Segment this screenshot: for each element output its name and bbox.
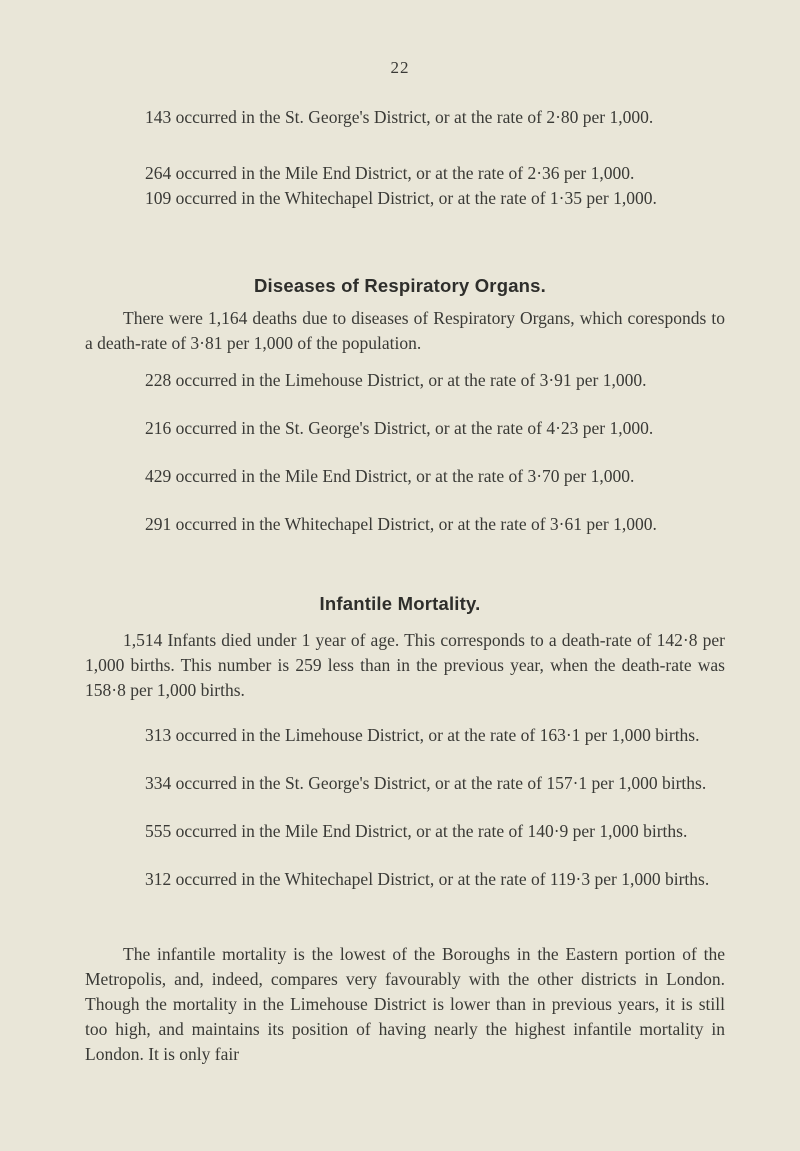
list-item: 555 occurred in the Mile End District, or at the rate of 140·9 per 1,000 births. xyxy=(145,821,688,841)
list-item: 109 occurred in the Whitechapel District, or at the rate of 1·35 per 1,000. xyxy=(145,188,657,208)
section-heading-respiratory: Diseases of Respiratory Organs. xyxy=(253,275,547,296)
list-item: 291 occurred in the Whitechapel District, or at the rate of 3·61 per 1,000. xyxy=(145,514,657,534)
page-number: 22 xyxy=(390,58,410,77)
list-item: 228 occurred in the Limehouse District, or at the rate of 3·91 per 1,000. xyxy=(145,370,647,390)
infantile-paragraph: 1,514 Infants died under 1 year of age. This corresponds to a death-rate of 142·8 per 1,000 births. This number is 259 less than in the previous year, when the death-rate was 158·8 per 1,000 births. xyxy=(85,630,725,700)
section-heading-infantile: Infantile Mortality. xyxy=(319,593,481,614)
list-item: 334 occurred in the St. George's District, or at the rate of 157·1 per 1,000 births. xyxy=(145,773,707,793)
respiratory-paragraph: There were 1,164 deaths due to diseases of Respiratory Organs, which coresponds to a death-rate of 3·81 per 1,000 of the population. xyxy=(85,308,725,353)
list-item: 143 occurred in the St. George's District, or at the rate of 2·80 per 1,000. xyxy=(145,107,654,127)
list-item: 264 occurred in the Mile End District, or at the rate of 2·36 per 1,000. xyxy=(145,163,635,183)
list-item: 429 occurred in the Mile End District, or at the rate of 3·70 per 1,000. xyxy=(145,466,635,486)
list-item: 216 occurred in the St. George's District, or at the rate of 4·23 per 1,000. xyxy=(145,418,654,438)
list-item: 312 occurred in the Whitechapel District, or at the rate of 119·3 per 1,000 births. xyxy=(145,869,710,889)
list-item: 313 occurred in the Limehouse District, or at the rate of 163·1 per 1,000 births. xyxy=(145,725,700,745)
infantile-closing-paragraph: The infantile mortality is the lowest of the Boroughs in the Eastern portion of the Metropolis, and, indeed, compares very favourably with the other districts in London. Though the mortality in the Limehouse District is lower than in previous years, it is still too high, and maintains its position of having nearly the highest infantile mortality in London. It is only fair xyxy=(85,944,725,1064)
